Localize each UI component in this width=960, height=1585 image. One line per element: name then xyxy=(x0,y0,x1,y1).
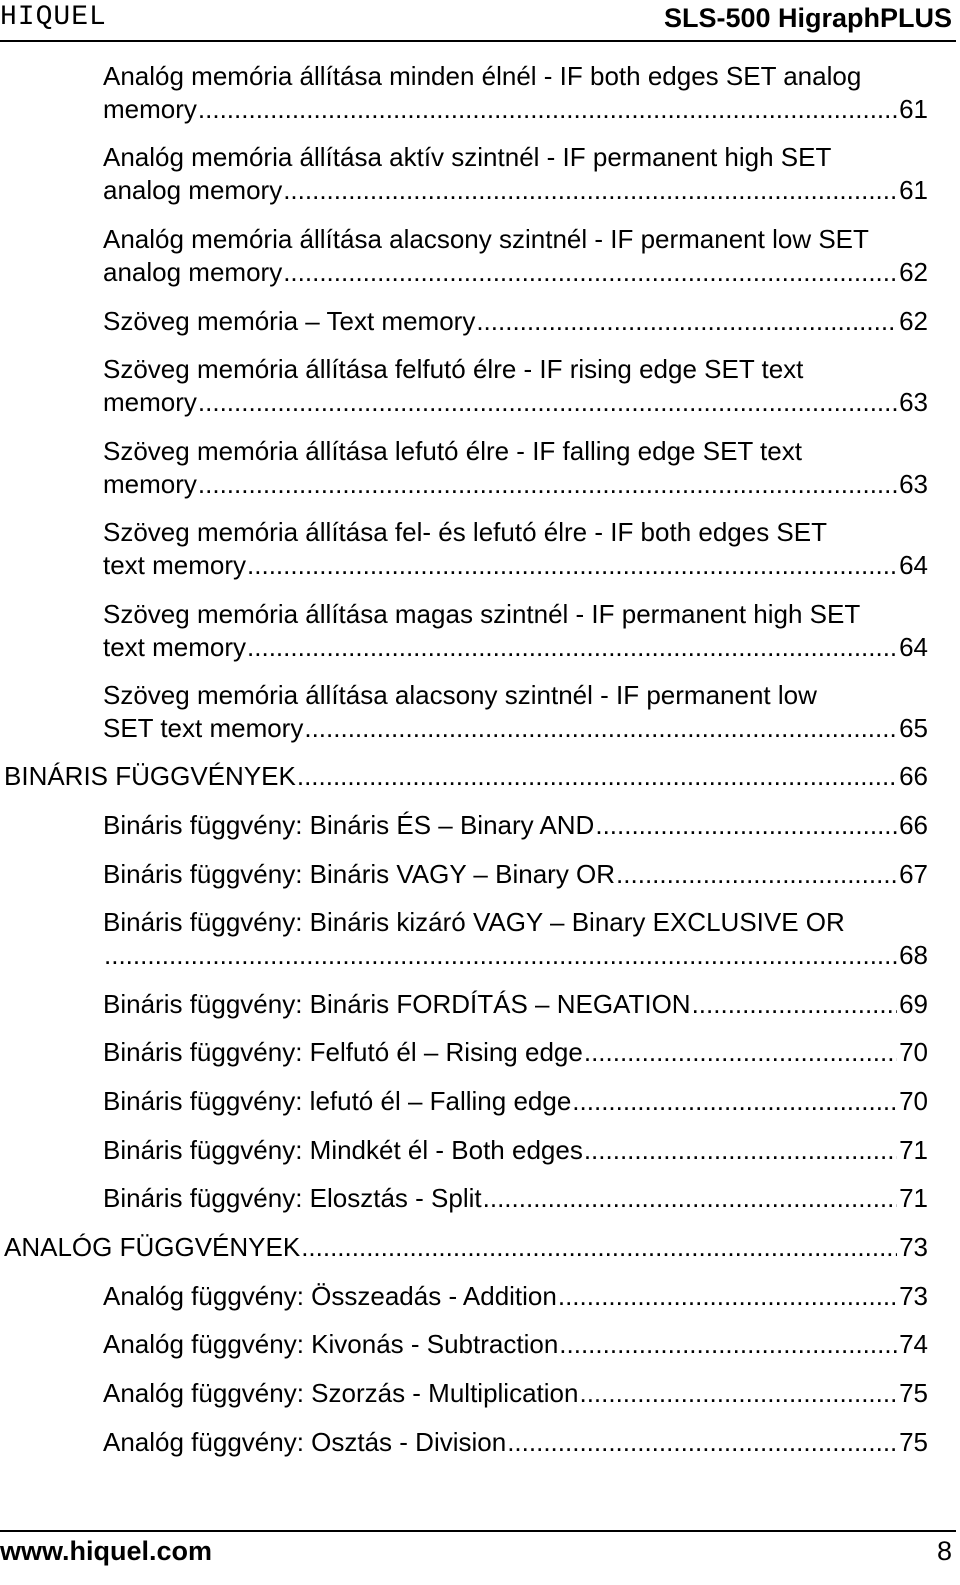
dot-leader xyxy=(579,1377,897,1410)
dot-leader xyxy=(247,631,897,664)
toc-entry-text: Analóg memória állítása minden élnél - IF both edges SET analog xyxy=(103,61,862,91)
toc-entry[interactable] xyxy=(103,1182,928,1215)
toc-entry[interactable] xyxy=(103,1280,928,1313)
toc-page-number: 64 xyxy=(899,550,928,580)
toc-entry-text: SET text memory xyxy=(103,713,304,743)
toc-entry-text: BINÁRIS FÜGGVÉNYEK xyxy=(4,761,296,791)
toc-page-number: 67 xyxy=(899,859,928,889)
dot-leader xyxy=(572,1085,897,1118)
toc-entry-text: Bináris függvény: Felfutó él – Rising edge xyxy=(103,1037,583,1067)
toc-entry-text: Szöveg memória állítása magas szintnél - IF permanent high SET xyxy=(103,599,861,629)
dot-leader xyxy=(283,256,897,289)
dot-leader xyxy=(558,1280,897,1313)
toc-page-number: 66 xyxy=(899,761,928,791)
toc-page-number: 73 xyxy=(899,1232,928,1262)
toc-entry[interactable] xyxy=(103,1134,928,1167)
toc-page-number: 73 xyxy=(899,1281,928,1311)
dot-leader xyxy=(559,1328,897,1361)
toc-entry[interactable] xyxy=(103,858,928,891)
toc-section-heading[interactable] xyxy=(4,760,928,793)
dot-leader xyxy=(247,549,897,582)
toc-entry-text: Bináris függvény: Bináris ÉS – Binary AND xyxy=(103,810,595,840)
toc-entry[interactable] xyxy=(103,223,928,289)
dot-leader xyxy=(507,1426,897,1459)
dot-leader xyxy=(283,174,897,207)
toc-entry-text: Szöveg memória állítása alacsony szintnél - IF permanent low xyxy=(103,680,817,710)
toc-entry[interactable] xyxy=(103,435,928,501)
dot-leader xyxy=(692,988,898,1021)
toc-entry-text: Analóg memória állítása alacsony szintnél - IF permanent low SET xyxy=(103,224,869,254)
toc-page-number: 75 xyxy=(899,1427,928,1457)
toc-entry-text: memory xyxy=(103,469,197,499)
dot-leader xyxy=(301,1231,897,1264)
toc-page-number: 74 xyxy=(899,1329,928,1359)
toc-entry-text: Analóg memória állítása aktív szintnél - IF permanent high SET xyxy=(103,142,832,172)
toc-entry-text: ANALÓG FÜGGVÉNYEK xyxy=(4,1232,301,1262)
footer-website-link[interactable]: www.hiquel.com xyxy=(0,1536,213,1566)
toc-page-number: 71 xyxy=(899,1135,928,1165)
toc-entry-text: Bináris függvény: Mindkét él - Both edges xyxy=(103,1135,583,1165)
dot-leader xyxy=(595,809,897,842)
toc-page-number: 71 xyxy=(899,1183,928,1213)
toc-page-number: 65 xyxy=(899,713,928,743)
toc-page-number: 63 xyxy=(899,469,928,499)
toc-page-number: 66 xyxy=(899,810,928,840)
toc-entry-text: Szöveg memória állítása felfutó élre - IF rising edge SET text xyxy=(103,354,804,384)
toc-page-number: 62 xyxy=(899,306,928,336)
toc-entry-text: memory xyxy=(103,387,197,417)
toc-entry[interactable] xyxy=(103,60,928,126)
toc-entry-text: analog memory xyxy=(103,257,283,287)
toc-entry-text: text memory xyxy=(103,632,247,662)
dot-leader xyxy=(198,93,897,126)
toc-entry[interactable] xyxy=(103,598,928,664)
dot-leader xyxy=(616,858,897,891)
toc-page-number: 61 xyxy=(899,175,928,205)
dot-leader xyxy=(584,1036,897,1069)
toc-page-number: 70 xyxy=(899,1086,928,1116)
toc-entry-text: text memory xyxy=(103,550,247,580)
dot-leader xyxy=(297,760,897,793)
toc-entry[interactable] xyxy=(103,353,928,419)
toc-section-heading[interactable] xyxy=(4,1231,928,1264)
toc-entry-text: Analóg függvény: Szorzás - Multiplication xyxy=(103,1378,579,1408)
toc-entry[interactable] xyxy=(103,1426,928,1459)
dot-leader xyxy=(584,1134,897,1167)
dot-leader xyxy=(198,386,897,419)
dot-leader xyxy=(483,1182,897,1215)
toc-entry-text: Bináris függvény: lefutó él – Falling edge xyxy=(103,1086,572,1116)
toc-entry-text: Bináris függvény: Bináris kizáró VAGY – Binary EXCLUSIVE OR xyxy=(103,907,845,937)
toc-entry-text: memory xyxy=(103,94,197,124)
toc-page-number: 64 xyxy=(899,632,928,662)
footer-page-number: 8 xyxy=(936,1536,952,1566)
toc-page-number: 62 xyxy=(899,257,928,287)
toc-page-number: 63 xyxy=(899,387,928,417)
toc-entry-text: Analóg függvény: Kivonás - Subtraction xyxy=(103,1329,559,1359)
toc-page-number: 68 xyxy=(899,940,928,970)
toc-entry[interactable] xyxy=(103,809,928,842)
dot-leader xyxy=(304,712,897,745)
toc-entry[interactable] xyxy=(103,141,928,207)
toc-entry[interactable] xyxy=(103,906,928,972)
toc-entry[interactable] xyxy=(103,679,928,745)
toc-entry[interactable] xyxy=(103,988,928,1021)
toc-entry-text: analog memory xyxy=(103,175,283,205)
product-title: SLS-500 HigraphPLUS xyxy=(663,3,952,33)
dot-leader xyxy=(476,305,897,338)
footer-divider xyxy=(0,1530,956,1532)
toc-entry-text: Szöveg memória állítása lefutó élre - IF falling edge SET text xyxy=(103,436,802,466)
dot-leader xyxy=(104,939,897,972)
toc-entry-text: Szöveg memória állítása fel- és lefutó élre - IF both edges SET xyxy=(103,517,828,547)
toc-entry[interactable] xyxy=(103,305,928,338)
toc-entry-text: Szöveg memória – Text memory xyxy=(103,306,476,336)
toc-entry-text: Analóg függvény: Osztás - Division xyxy=(103,1427,507,1457)
dot-leader xyxy=(198,468,897,501)
toc-entry[interactable] xyxy=(103,1377,928,1410)
toc-entry[interactable] xyxy=(103,516,928,582)
toc-entry[interactable] xyxy=(103,1036,928,1069)
toc-entry[interactable] xyxy=(103,1085,928,1118)
toc-page-number: 70 xyxy=(899,1037,928,1067)
toc-entry-text: Analóg függvény: Összeadás - Addition xyxy=(103,1281,557,1311)
toc-entry-text: Bináris függvény: Bináris FORDÍTÁS – NEGATION xyxy=(103,989,691,1019)
toc-entry-text: Bináris függvény: Elosztás - Split xyxy=(103,1183,482,1213)
toc-page-number: 75 xyxy=(899,1378,928,1408)
page-header xyxy=(0,0,956,42)
brand-name: HIQUEL xyxy=(0,2,107,33)
toc-page-number: 61 xyxy=(899,94,928,124)
toc-entry[interactable] xyxy=(103,1328,928,1361)
toc-page-number: 69 xyxy=(899,989,928,1019)
toc-entry-text: Bináris függvény: Bináris VAGY – Binary OR xyxy=(103,859,616,889)
